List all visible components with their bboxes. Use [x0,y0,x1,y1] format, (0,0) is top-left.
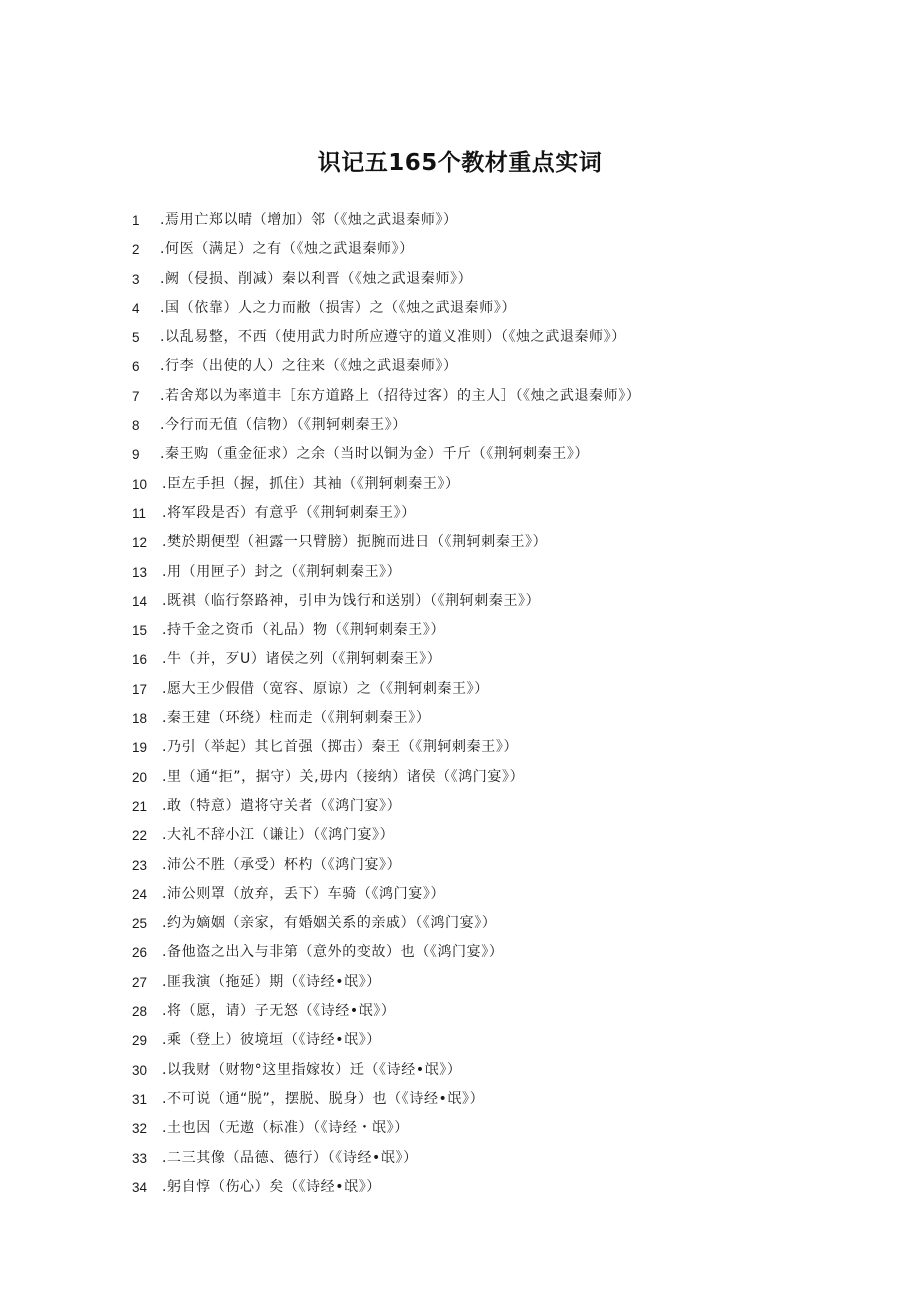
item-text: .阙（侵损、削减）秦以利晋（《烛之武退秦师》） [160,270,473,287]
item-number: 13 [132,564,148,580]
item-text: .里（通“拒”，据守）关,毋内（接纳）诸侯（《鸿门宴》） [162,768,525,785]
item-text: .持千金之资币（礼品）物（《荆轲刺秦王》） [162,622,446,639]
item-text: .沛公则罩（放弃，丢下）车骑（《鸿门宴》） [162,885,446,902]
item-text: .匪我演（拖延）期（《诗经•氓》） [162,973,381,990]
item-number: 27 [132,974,148,990]
list-item [132,265,892,294]
item-text: .以我财（财物°这里指嫁妆）迁（《诗经•氓》） [162,1061,462,1078]
item-text: .大礼不辞小江（谦让）（《鸿门宴》） [162,827,395,844]
item-text: .乃引（举起）其匕首强（掷击）秦王（《荆轲刺秦王》） [162,739,519,756]
item-text: .备他盗之出入与非第（意外的变故）也（《鸿门宴》） [162,944,504,961]
list-item [132,470,892,499]
item-number: 4 [132,300,140,316]
list-item [132,733,892,762]
item-text: .土也因（无遨（标准）（《诗经・氓》） [162,1120,409,1137]
item-text: .焉用亡郑以晴（增加）邻（《烛之武退秦师》） [160,212,458,228]
list-item [132,235,892,264]
item-text: .臣左手担（握，抓住）其袖（《荆轲刺秦王》） [162,475,460,492]
item-number: 18 [132,711,148,727]
item-text: .二三其像（品德、德行）（《诗经•氓》） [162,1149,418,1166]
item-text: .以乱易整，不西（使用武力时所应遵守的道义准则）（《烛之武退秦师》） [160,329,626,346]
item-text: .愿大王少假借（宽容、原谅）之（《荆轲刺秦王》） [162,680,489,697]
list-item [132,440,892,469]
item-number: 22 [132,828,148,844]
item-number: 23 [132,857,148,873]
item-number: 2 [132,242,140,258]
item-number: 15 [132,623,148,639]
list-item [132,352,892,381]
item-text: .秦王购（重金征求）之余（当时以铜为金）千斤（《荆轲刺秦王》） [160,446,590,463]
item-number: 34 [132,1179,148,1195]
item-text: .用（用匣子）封之（《荆轲刺秦王》） [162,563,402,580]
item-number: 21 [132,798,148,814]
item-text: .既祺（临行祭路神，引申为饯行和送别）（《荆轲刺秦王》） [162,592,541,609]
item-number: 10 [132,476,148,492]
list-item [132,675,892,704]
item-text: .沛公不胜（承受）杯杓（《鸿门宴》） [162,856,402,873]
item-text: .乘（登上）彼境垣（《诗经•氓》） [162,1032,381,1049]
item-text: .樊於期便型（袒露一只臂膀）扼腕而进日（《荆轲刺秦王》） [162,534,548,551]
list-item [132,645,892,674]
list-item [132,821,892,850]
list-item [132,851,892,880]
item-text: .躬自惇（伤心）矣（《诗经•氓》） [162,1178,381,1195]
list-item [132,1144,892,1173]
list-item [132,587,892,616]
list-item [132,1026,892,1055]
item-text: .将（愿，请）子无怒（《诗经•氓》） [162,1003,396,1020]
item-text: .约为嫡姻（亲家，有婚姻关系的亲戚）（《鸿门宴》） [162,915,497,932]
list-item [132,1056,892,1085]
list-item [132,294,892,323]
list-item [132,206,892,235]
item-number: 33 [132,1150,148,1166]
item-number: 8 [132,418,140,434]
item-text: .秦王建（环绕）柱而走（《荆轲刺秦王》） [162,710,431,727]
page-title: 识记五165个教材重点实词 [317,150,603,176]
list-item [132,499,892,528]
list-item [132,1114,892,1143]
list-item [132,880,892,909]
list-item [132,763,892,792]
item-text: .行李（出使的人）之往来（《烛之武退秦师》） [160,358,458,375]
item-text: .若舍郑以为率道丰［东方道路上（招待过客）的主人］（《烛之武退秦师》） [160,387,641,404]
vocabulary-list [132,206,892,1202]
item-number: 31 [132,1091,148,1107]
item-number: 12 [132,535,148,551]
list-item [132,909,892,938]
item-number: 16 [132,652,148,668]
item-number: 26 [132,945,148,961]
item-number: 30 [132,1062,148,1078]
item-number: 32 [132,1121,148,1137]
list-item [132,323,892,352]
list-item [132,528,892,557]
list-item [132,1085,892,1114]
item-number: 25 [132,916,148,932]
item-text: .敢（特意）遣将守关者（《鸿门宴》） [162,797,402,814]
item-number: 7 [132,388,140,404]
list-item [132,616,892,645]
item-text: .牛（并，歹U）诸侯之列（《荆轲刺秦王》） [162,651,442,668]
item-number: 29 [132,1033,148,1049]
item-text: .不可说（通“脱”，摆脱、脱身）也（《诗经•氓》） [162,1090,485,1107]
item-text: .国（依靠）人之力而敝（损害）之（《烛之武退秦师》） [160,299,517,316]
item-number: 24 [132,886,148,902]
item-number: 5 [132,330,140,346]
list-item [132,997,892,1026]
item-number: 6 [132,359,140,375]
item-number: 14 [132,593,148,609]
list-item [132,968,892,997]
item-text: .今行而无值（信物）（《荆轲刺秦王》） [160,417,407,434]
item-number: 17 [132,681,148,697]
item-text: .将军段是否）有意乎（《荆轲刺秦王》） [162,504,416,521]
list-item [132,411,892,440]
item-number: 20 [132,769,148,785]
item-number: 28 [132,1004,148,1020]
item-number: 3 [132,271,140,287]
list-item [132,792,892,821]
list-item [132,558,892,587]
item-number: 1 [132,213,140,228]
item-number: 19 [132,740,148,756]
item-number: 9 [132,447,140,463]
item-number: 11 [132,505,147,521]
item-text: .何医（满足）之有（《烛之武退秦师》） [160,241,414,258]
list-item [132,704,892,733]
list-item [132,382,892,411]
list-item [132,1173,892,1202]
list-item [132,938,892,967]
